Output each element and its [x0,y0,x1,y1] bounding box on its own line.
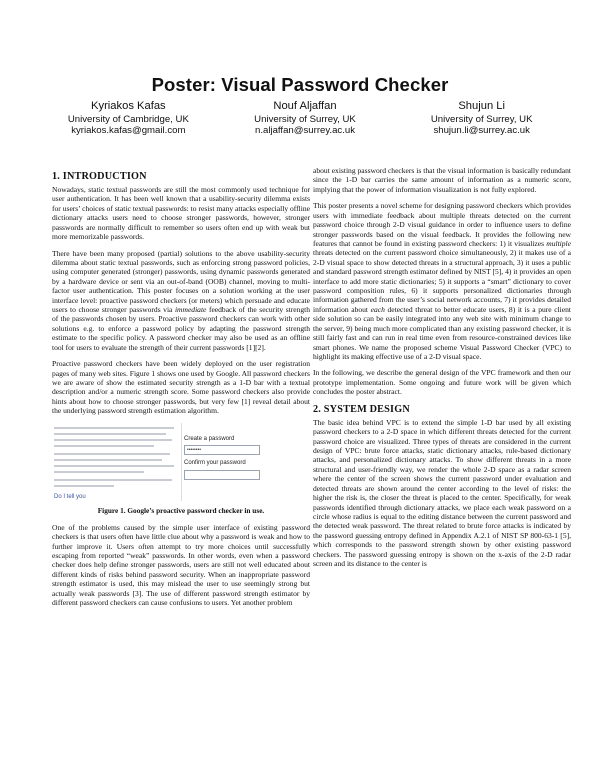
figure-1-caption: Figure 1. Google’s proactive password checker in use. [97,505,265,515]
intro-p6-text-a: This poster presents a novel scheme for designing password checkers which provides users with immediate feedback about multiple threats detected on the current password choice through 2-D visual guidance in order to influence users to define stronger passwords based on the visual feedback. It provides the following new features that cannot be found in existing password checkers: 1) it visualizes [313,201,571,248]
intro-p2-text-a: There have been many proposed (partial) solutions to the above usability-security dilemma about static textual passwords, such as enforcing strong password policies, using computer generated (stronger) passwords, using dynamic passwords generated by a hardware device or sent via an out-of-band (OOB) channel, moving to multi-factor user authentication. This poster focuses on a solution working at the user interface level: proactive password checkers (or meters) which persuade and educate users to choose stronger passwords via [52,248,310,315]
author-name: Shujun Li [458,100,505,112]
intro-p6-text-c: detected threat to better educate users, 8) it is a pure client side solution so can be easily integrated into any web site with minimum change to the server, 9) being much more complicated than any existing password checker, it is still fairly fast and can run in real time even from resource-constrained devices like smart phones. We name the proposed scheme Visual Password Checker (VPC) to highlight its making effective use of a 2-D visual space. [313,304,571,362]
design-paragraph-1: The basic idea behind VPC is to extend the simple 1-D bar used by all existing password checkers to a 2-D space in which different threats detected for the current password choice are visualized. Three types of threats are considered in the current design of VPC: brute force attacks, static dictionary attacks, rule-based dictionary attacks, and personalized dictionary attacks. To show different threats in a more structural and user-friendly way, we render the whole 2-D space as a radar screen where the center of the screen shows the current password under evaluation and detected threats are shown around the center according to the level of risks: the higher the risk is, the closer the threat is placed to the center. Specifically, for weak passwords identified through dictionary attacks, we place each weak password on a circle whose radius is equal to the editing distance between the current password and the detected weak password. The threat related to brute force attacks is indicated by the password guessing entropy defined in Appendix A.2.1 of NIST SP 800-63-1 [5], which corresponds to the password strength shown by other existing password checkers. The password guessing entropy is shown on the x-axis of the 2-D radar screen and its distance to the center is [313,417,571,569]
paper-title: Poster: Visual Password Checker [151,74,449,95]
intro-p6-emphasis-multiple: multiple [546,238,571,248]
intro-paragraph-6 [313,201,571,361]
author-email: shujun.li@surrey.ac.uk [433,125,530,136]
author-name: Kyriakos Kafas [91,100,166,112]
intro-paragraph-4: One of the problems caused by the simple user interface of existing password checkers is that users often have little clue about why a password is weak and how to further improve it. Users often attempt to try more choices until successfully escaping from reported “weak” passwords. In other words, even when a password checker does help define stronger passwords, users are still not well educated about different kinds of risks behind password security. When an inappropriate password strength estimator is used, this may mislead the user to use seemingly strong but actually weak passwords [3]. The use of different password strength estimator by different password checkers can cause confusions to users. Yet another problem [52,522,310,608]
intro-p2-text-b: feedback of the security strength of the passwords chosen by users. Proactive password checkers can work with other solutions e.g. to enforce a password policy by adapting the password strength estimate to the specific policy. A password checker may also be used as an offline tool for users to evaluate the strength of their current passwords [1][2]. [52,305,311,352]
intro-paragraph-7: In the following, we describe the general design of the VPC framework and then our prototype implementation. Some ongoing and future work will be given which concludes the poster abstract. [313,368,571,397]
author-email: n.aljaffan@surrey.ac.uk [254,125,356,136]
intro-p2-emphasis: immediate [174,305,207,315]
figure-1-screenshot [52,423,310,503]
section-heading-system-design: 2. SYSTEM DESIGN [313,403,410,415]
intro-paragraph-3: Proactive password checkers have been widely deployed on the user registration pages of many web sites. Figure 1 shows one used by Google. All password checkers we are aware of show the estimated security strength as a 1-D bar with a textual description and/or a numeric strength score. Some password checkers also provide hints about how to choose stronger passwords, but very few [1] reveal detail about the underlying password strength estimation algorithm. [52,359,310,416]
figure-create-label: Create a password [184,435,235,442]
author-email: kyriakos.kafas@gmail.com [71,125,186,136]
figure-hint-text-lines [54,425,180,497]
right-column [313,166,571,575]
figure-confirm-label: Confirm your password [184,460,246,467]
intro-paragraph-5: about existing password checkers is that the visual information is basically redundant since the 1-D bar carries the same amount of information as a numeric score, implying that the power of information visualization is not fully explored. [313,166,571,194]
author-affiliation: University of Surrey, UK [254,114,356,125]
author-name: Nouf Aljaffan [273,100,337,112]
figure-divider [181,423,182,501]
author-affiliation: University of Cambridge, UK [67,114,189,125]
figure-password-input: •••••••• [184,445,260,455]
intro-paragraph-2 [52,249,310,353]
figure-confirm-input [184,470,260,480]
intro-p6-text-b: threats detected on the current password choice simultaneously, 2) it makes use of a 2-D visual space to show detected threats in a structural approach, 3) it uses a public and standard password strength estimator defined by NIST [5], 4) it provides an open interface to add more static dictionaries; 5) it supports a “smart” dictionary to cover password composition rules, 6) it supports personalized dictionaries through information gathered from the user’s social network accounts, 7) it provides detailed information about [313,248,571,314]
figure-form [184,425,302,499]
intro-p6-emphasis-each: each [370,304,385,314]
author-block [40,100,217,136]
figure-bottom-text: Do I tell you [54,493,86,500]
intro-paragraph-1: Nowadays, static textual passwords are still the most commonly used technique for user authentication. It has been well known that a usability-security dilemma exists for users’ choices of static textual passwords: to resist many attacks especially offline dictionary attacks users need to choose stronger passwords, however, stronger passwords are normally difficult to remember so users often end up with weak but more memorizable passwords. [52,185,310,242]
author-block [217,100,394,136]
left-column [52,171,310,615]
section-heading-introduction: 1. INTRODUCTION [52,171,147,182]
author-block [393,100,570,136]
author-affiliation: University of Surrey, UK [430,114,533,125]
author-list [40,100,570,136]
